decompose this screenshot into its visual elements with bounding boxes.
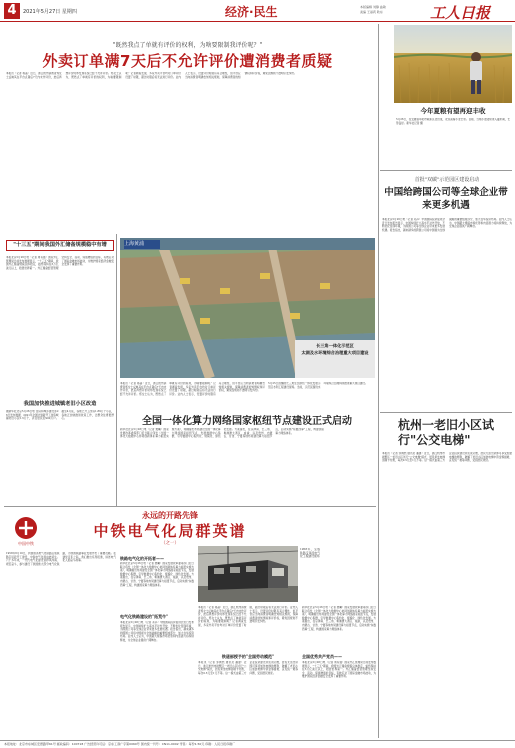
left-body-2: 据新华社北京5月26日电 住房和城乡建设部26日发布数据，2021年全国计划新开工改造城镇老旧小区5.3万个，涉及居民近900万户。截至4月底，各地已开工改造1.89万个小区，各地正加快推进改造工作，让群众住得更舒心。 [6,410,114,421]
construction-photo [120,238,375,378]
right-title: 中国给跨国公司等全球企业带来更多机遇 [384,187,508,211]
ad-section-c: 铁道部授予的"全国劳动模范" [221,654,275,659]
ad-right-body: 新华社北京5月26日电（记者 樊曦）国家发展改革委等部门近日联合印发《全国一体化大数据中心协同创新体系算力枢纽实施方案》，明确提出布局建设全国一体化算力网络国家枢纽节点，发展数据中心集群，引导数据中心集约化、规模化、绿色化发展。方案提出，在京津冀、长三角、粤港澳大湾区、成渝，以及贵州、内蒙古、甘肃、宁夏等地布局建设算力枢纽节点，启动实施"东数西算"工程，构建国家算力网络体系。 [302,606,376,631]
page-footer: 本报地址：北京市东城区安德路甲61号 邮政编码：100718 广告经营许可证：京东工商广字第0060号 国内统一刊号：CN11-0002 零售：每份1.50元 印刷：人民日报印刷厂 [0,740,515,748]
ad-section-a: 铁路电气化的开拓者—— [120,556,164,561]
location-tag: 上海黄浦 [124,241,145,247]
train-photo [198,546,298,602]
construction-extra-text: 本报讯（记者 蒋菡）近日，浙江杭州消费者郑女士反映其在平台点餐后7天内未作评价，此后再想评价时却发现系统已经不允许评价。郑女士认为，既然点了单就有评价的权利，为啥要限制呢？记者调查发现，多家外卖平台均对订单评价设置了时限，超过时限后将无法进行评价。业内人士表示，设置评价时限有其合理性，但平台应当向消费者明确告知相关规则，保障消费者的知情权和评价权，避免因规则不透明引发纠纷。 [120,382,265,396]
divider [380,412,512,413]
editors-credit: 本版编辑 刘静 曲敏 美编 王丽莉 耿东 [360,5,386,14]
ad-section-d: 全国优秀共产党员—— [302,654,342,659]
right-title-2: 杭州一老旧小区试行"公交电梯" [398,418,495,447]
lead-title: 外卖订单满7天后不允许评价遭消费者质疑 [42,52,333,70]
ad-logo-text: 中国中铁 [18,541,34,546]
page-number: 4 [4,3,20,19]
ad-section-a-body: 新华社北京5月26日电（记者 樊曦）国家发展改革委等部门近日联合印发《全国一体化大数据中心协同创新体系算力枢纽实施方案》，明确提出布局建设全国一体化算力网络国家枢纽节点，发展数据中心集群，引导数据中心集约化、规模化、绿色化发展。方案提出，在京津冀、长三角、粤港澳大湾区、成渝，以及贵州、内蒙古、甘肃、宁夏等地布局建设算力枢纽节点，启动实施"东数西算"工程，构建国家算力网络体系。 [120,562,194,587]
left-title-2: 我国加快推进城镇老旧小区改造 [23,401,97,407]
ad-section-d-body: 本报北京5月26日电（记者 周有强）国家外汇管理局日前发布数据显示，"十三五"期间，我国外汇储备规模总体稳定，始终保持在3万亿美元以上，稳居世界第一。外汇储备经营管理坚持安全、流动、保值增值的目标，有效应对了国际金融市场波动，为维护国家经济金融安全发挥了重要作用。 [302,661,376,679]
ad-logo [6,514,46,548]
lead-kicker: "既然我点了单就有评价的权利，为啥要限制我评价呢？" [112,42,263,49]
wheat-photo-caption: 今年夏粮有望再迎丰收 [420,107,486,115]
column-rule [378,24,379,738]
mid-story-title: 全国一体化算力网络国家枢纽节点建设正式启动 [142,416,352,427]
column-rule [116,234,117,506]
ad-middle-body: 本报讯（记者 蒋菡）近日，浙江杭州消费者郑女士反映其在平台点餐后7天内未作评价，此后再想评价时却发现系统已经不允许评价。郑女士认为，既然点了单就有评价的权利，为啥要限制呢？记者调查发现，多家外卖平台均对订单评价设置了时限，超过时限后将无法进行评价。业内人士表示，设置评价时限有其合理性，但平台应当向消费者明确告知相关规则，保障消费者的知情权和评价权，避免因规则不透明引发纠纷。 [198,606,298,627]
masthead-logo: 工人日报 [430,4,491,22]
ad-title: 中铁电气化局群英谱 [93,522,247,540]
wheat-photo [394,25,512,103]
construction-caption-line1: 长三角一体化示范区 [316,343,354,348]
mid-story-body: 新华社北京5月26日电（记者 樊曦）国家发展改革委等部门近日联合印发《全国一体化大数据中心协同创新体系算力枢纽实施方案》，明确提出布局建设全国一体化算力网络国家枢纽节点，发展数据中心集群，引导数据中心集约化、规模化、绿色化发展。方案提出，在京津冀、长三角、粤港澳大湾区、成渝，以及贵州、内蒙古、甘肃、宁夏等地布局建设算力枢纽节点，启动实施"东数西算"工程，构建国家算力网络体系。 [120,428,325,439]
construction-small-caption: 5月25日拍摄的长三角生态绿色一体化发展示范区水利工程建设现场。当前，示范区围绕水环境综合治理持续推进重大项目建设。 [268,382,368,389]
ad-section-b-body: 本报北京5月26日电（记者 邓莎）中国国际投资促进会近日发布报告显示，中国持续扩大高水平对外开放，不断优化营商环境，为跨国公司等全球企业带来更多发展机遇。报告指出，越来越多的跨国公司将中国视为全球战略的重要组成部分，加大在华投资布局。业内人士认为，中国超大规模市场优势和内需潜力将持续释放，为全球企业提供广阔舞台。 [120,621,194,642]
lead-body: 本报讯（记者 蒋菡）近日，浙江杭州消费者郑女士反映其在平台点餐后7天内未作评价，此后再想评价时却发现系统已经不允许评价。郑女士认为，既然点了单就有评价的权利，为啥要限制呢？记者调查发现，多家外卖平台均对订单评价设置了时限，超过时限后将无法进行评价。业内人士表示，设置评价时限有其合理性，但平台应当向消费者明确告知相关规则，保障消费者的知情权和评价权，避免因规则不透明引发纠纷。 [6,72,297,79]
right-kicker: 首批"双碳"示范园区建设启动 [414,177,480,183]
right-body: 本报北京5月26日电（记者 邓莎）中国国际投资促进会近日发布报告显示，中国持续扩大高水平对外开放，不断优化营商环境，为跨国公司等全球企业带来更多发展机遇。报告指出，越来越多的跨国公司将中国视为全球战略的重要组成部分，加大在华投资布局。业内人士认为，中国超大规模市场优势和内需潜力将持续释放，为全球企业提供广阔舞台。 [382,218,512,232]
ad-section-b: 电气化铁路建设的"拓荒牛" [120,614,169,619]
wheat-field-image [394,25,512,103]
left-body: 本报北京5月26日电（记者 周有强）国家外汇管理局日前发布数据显示，"十三五"期间，我国外汇储备规模总体稳定，始终保持在3万亿美元以上，稳居世界第一。外汇储备经营管理坚持安全、流动、保值增值的目标，有效应对了国际金融市场波动，为维护国家经济金融安全发挥了重要作用。 [6,256,114,270]
train-image [198,546,298,602]
left-title: "十三五"期间我国外汇储备规模稳中有增 [6,240,114,251]
ad-kicker: 永远的开路先锋 [142,510,198,520]
construction-caption-line2: 太湖及水环境综合治理重大项目建设 [301,350,369,355]
ad-body: 1958年6月10日，我国首条电气化铁路宝成铁路宝凤段开工建设，中铁电气化局由此诞生。六十多年来，一代代电气化建设者栉风沐雨、艰苦奋斗，参与建设了我国绝大部分电气化铁路，为我国铁路事业发展作出了重要贡献。在建党百年之际，我们推出系列报道，讲述电气化人的奋斗故事。 [6,552,116,566]
ad-section-c-body: 本报讯（记者 邹倜然 通讯员 潘建）近日，浙江杭州市拱墅区一老旧小区试行"公交电梯"模式，居民乘坐电梯需刷卡付费，每次0.5元至1元不等。这一模式由第三方企业投资建设并负责运维，居民无需出资即可享受加装电梯的便利，破解了老旧小区加装电梯中资金筹措难、意见统一难等问题，受到居民欢迎。 [198,661,298,675]
ad-subtitle: （之一） [161,541,179,546]
divider [380,170,512,171]
issue-date: 2021年5月27日 星期四 [23,9,77,15]
wheat-photo-body: 5月26日，在安徽省阜阳市颍东区麦田里，农民查看小麦长势。目前，当地小麦陆续进入灌浆期，长势良好。新华社记者 摄 [396,118,510,125]
right-body-2: 本报讯（记者 邹倜然 通讯员 潘建）近日，浙江杭州市拱墅区一老旧小区试行"公交电梯"模式，居民乘坐电梯需刷卡付费，每次0.5元至1元不等。这一模式由第三方企业投资建设并负责运维，居民无需出资即可享受加装电梯的便利，破解了老旧小区加装电梯中资金筹措难、意见统一难等问题，受到居民欢迎。 [382,452,512,463]
section-title: 经济·民生 [225,5,278,19]
divider [4,506,376,507]
construction-image [120,238,375,378]
train-caption: 1958年，宝成铁路宝凤段电气化工程建设现场 [300,548,320,559]
